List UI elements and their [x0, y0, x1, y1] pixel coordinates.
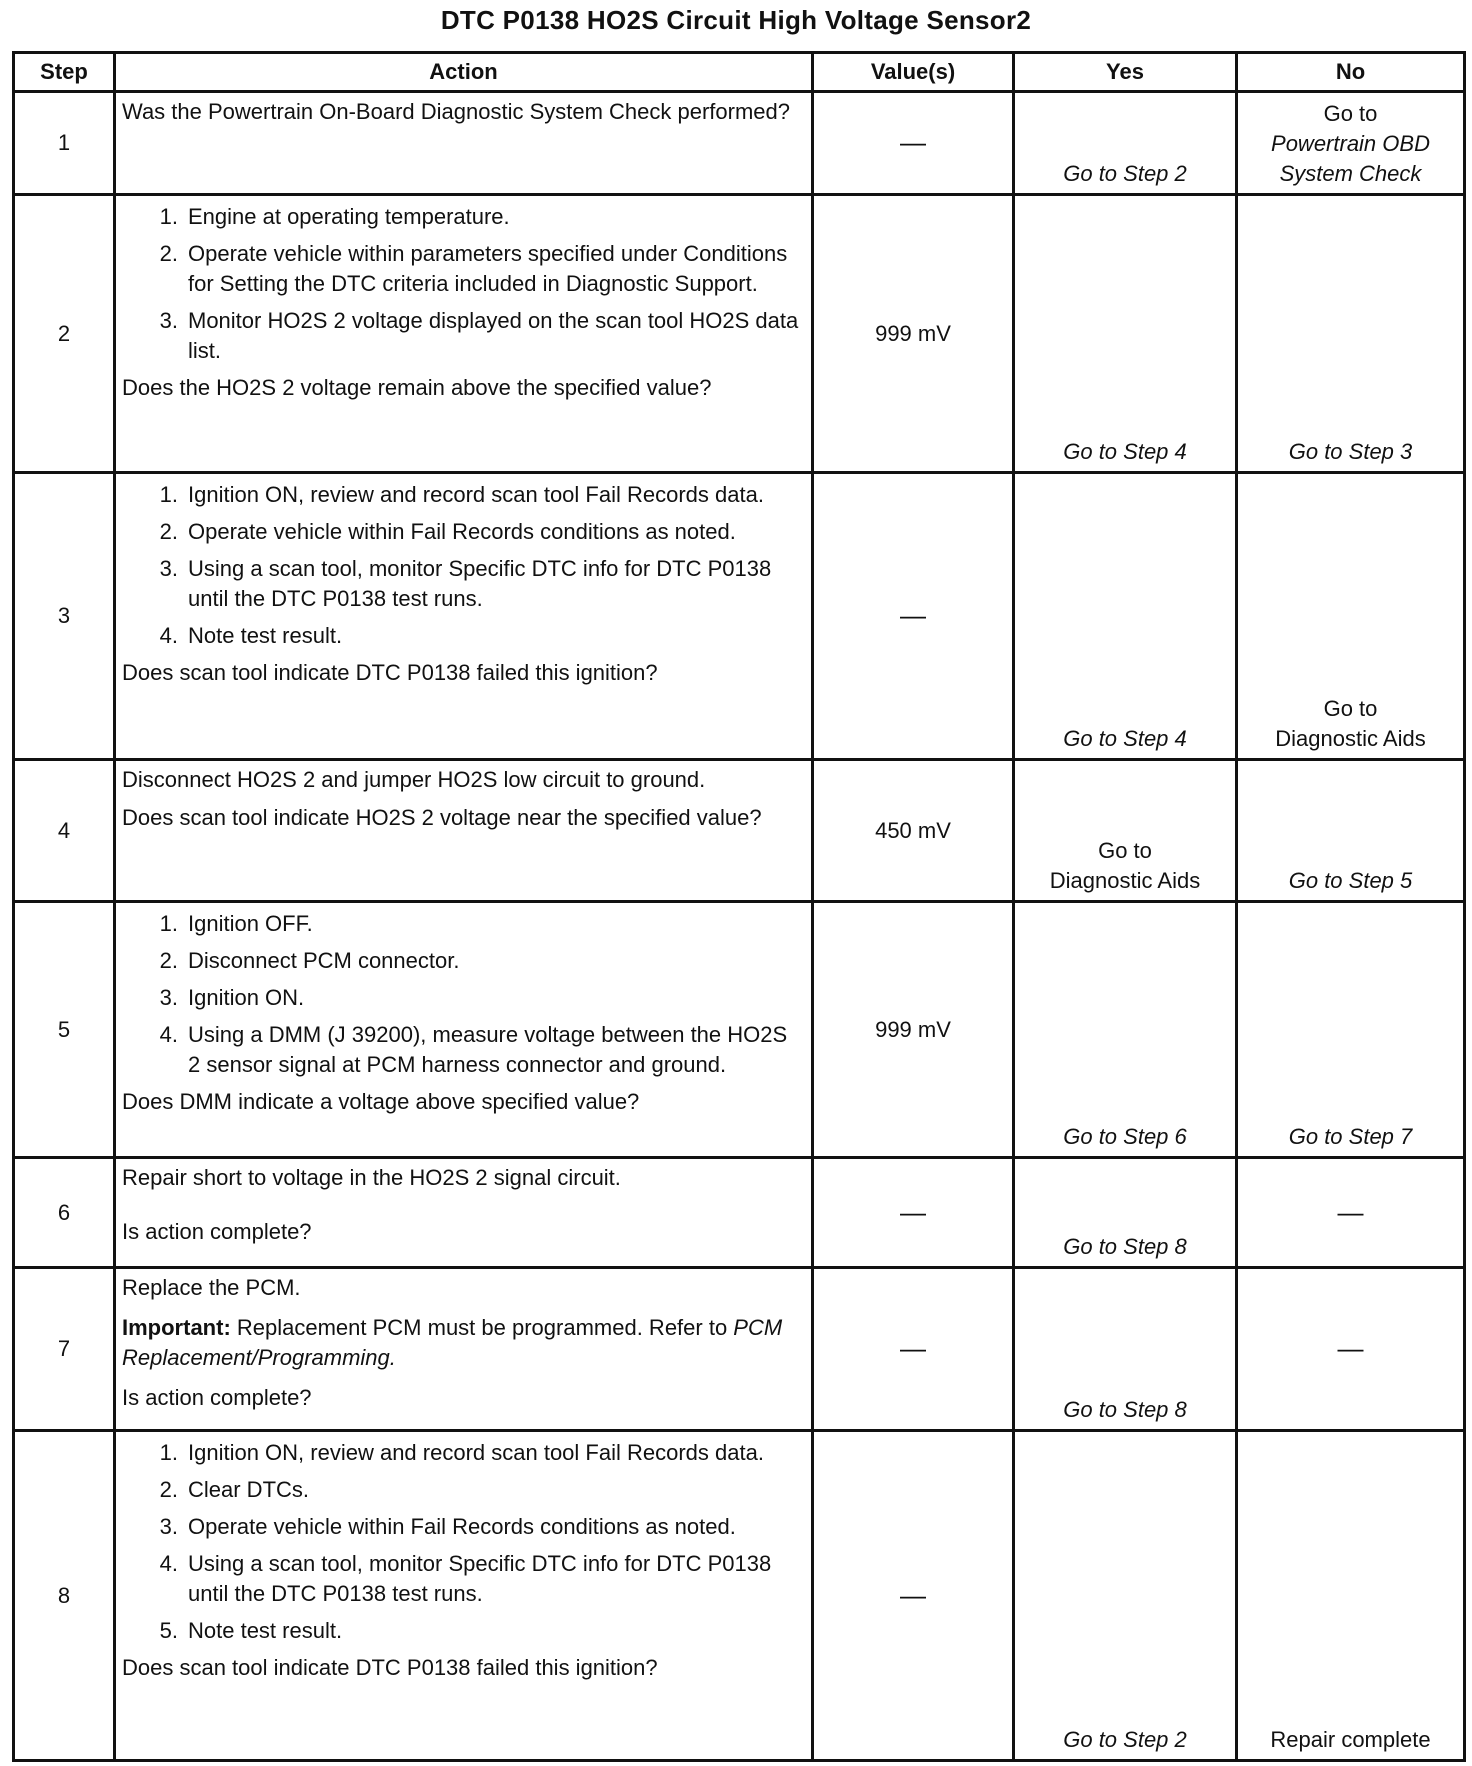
list-item: 2. Operate vehicle within Fail Records conditions as noted. — [159, 519, 736, 544]
list-item: 5. Note test result. — [159, 1618, 343, 1643]
value-cell — [813, 195, 1014, 473]
table-row — [14, 92, 1465, 195]
diagnostic-table — [12, 51, 1466, 1762]
action-cell — [115, 1431, 813, 1761]
list-item: 2. Disconnect PCM connector. — [159, 948, 460, 973]
page-title: DTC P0138 HO2S Circuit High Voltage Sensor2 — [440, 5, 1032, 35]
yes-cell — [1014, 760, 1237, 902]
list-item: 3. Operate vehicle within Fail Records conditions as noted. — [159, 1514, 736, 1539]
value-text: 999 mV — [875, 320, 951, 346]
yes-cell — [1014, 473, 1237, 760]
no-cell — [1237, 1431, 1465, 1761]
step-number: 6 — [14, 1158, 115, 1268]
action-cell — [115, 1268, 813, 1431]
step-number: 3 — [14, 473, 115, 760]
value-cell — [813, 1158, 1014, 1268]
value-cell — [813, 902, 1014, 1158]
action-text: Repair short to voltage in the HO2S 2 signal circuit. — [122, 1165, 621, 1190]
value-cell — [813, 473, 1014, 760]
action-cell — [115, 195, 813, 473]
no-text: Go to — [1323, 696, 1378, 721]
list-item: 3. Ignition ON. — [159, 985, 305, 1010]
yes-cell — [1014, 92, 1237, 195]
step-number: 5 — [14, 902, 115, 1158]
list-item: 4. Using a scan tool, monitor Specific DTC info for DTC P0138 until the DTC P0138 test runs. — [159, 1551, 772, 1606]
action-question: Is action complete? — [122, 1219, 312, 1244]
list-item: 1. Ignition ON, review and record scan tool Fail Records data. — [159, 1440, 764, 1465]
value-text: — — [900, 1333, 926, 1363]
action-text: Was the Powertrain On-Board Diagnostic System Check performed? — [122, 99, 791, 124]
yes-text: Go to Step 8 — [1063, 1397, 1187, 1422]
no-cell — [1237, 902, 1465, 1158]
yes-ref: Diagnostic Aids — [1049, 868, 1201, 893]
no-cell — [1237, 1158, 1465, 1268]
no-cell — [1237, 92, 1465, 195]
header-step: Step — [14, 53, 115, 92]
list-item: 2. Clear DTCs. — [159, 1477, 310, 1502]
no-text: Go to — [1323, 101, 1378, 126]
action-steps — [122, 909, 805, 1080]
header-no: No — [1237, 53, 1465, 92]
yes-text: Go to — [1098, 838, 1152, 863]
yes-text: Go to Step 4 — [1063, 726, 1187, 751]
no-text: Go to Step 7 — [1288, 1124, 1413, 1149]
no-cell — [1237, 1268, 1465, 1431]
yes-cell — [1014, 902, 1237, 1158]
yes-text: Go to Step 8 — [1063, 1234, 1187, 1259]
step-number: 7 — [14, 1268, 115, 1431]
important-text: Replacement PCM must be programmed. Refer to — [230, 1315, 734, 1340]
value-text: — — [900, 600, 926, 630]
list-item: 3. Monitor HO2S 2 voltage displayed on the scan tool HO2S data list. — [159, 308, 799, 363]
step-number: 2 — [14, 195, 115, 473]
list-item: 1. Ignition OFF. — [159, 911, 313, 936]
list-item: 1. Ignition ON, review and record scan tool Fail Records data. — [159, 482, 764, 507]
no-text: Go to Step 3 — [1288, 439, 1413, 464]
yes-text: Go to Step 2 — [1063, 1727, 1187, 1752]
table-row — [14, 760, 1465, 902]
action-steps — [122, 202, 805, 366]
action-steps — [122, 480, 805, 651]
action-question: Is action complete? — [122, 1385, 312, 1410]
no-ref: Diagnostic Aids — [1275, 726, 1426, 751]
list-item: 4. Using a DMM (J 39200), measure voltage between the HO2S 2 sensor signal at PCM harness connector and ground. — [159, 1022, 788, 1077]
action-text: Disconnect HO2S 2 and jumper HO2S low circuit to ground. — [122, 767, 706, 792]
table-row — [14, 473, 1465, 760]
no-text: Repair complete — [1270, 1727, 1431, 1752]
value-cell — [813, 92, 1014, 195]
table-header-row — [14, 53, 1465, 92]
yes-cell — [1014, 1158, 1237, 1268]
no-text: — — [1337, 1333, 1364, 1363]
important-label: Important: — [122, 1315, 231, 1340]
value-text: — — [900, 1196, 926, 1227]
list-item: 4. Note test result. — [159, 623, 343, 648]
table-row — [14, 1158, 1465, 1268]
value-text: 450 mV — [875, 817, 951, 843]
no-text: — — [1337, 1196, 1364, 1227]
important-ref: PCM Replacement/Programming. — [122, 1315, 783, 1370]
important-note — [122, 1313, 805, 1373]
list-item: 3. Using a scan tool, monitor Specific DTC info for DTC P0138 until the DTC P0138 test runs. — [159, 556, 772, 611]
action-question: Does scan tool indicate HO2S 2 voltage near the specified value? — [122, 805, 762, 830]
value-cell — [813, 760, 1014, 902]
header-action: Action — [115, 53, 813, 92]
action-cell — [115, 760, 813, 902]
table-row — [14, 1431, 1465, 1761]
no-cell — [1237, 760, 1465, 902]
table-row — [14, 195, 1465, 473]
action-question: Does the HO2S 2 voltage remain above the specified value? — [122, 375, 712, 400]
list-item: 1. Engine at operating temperature. — [159, 204, 510, 229]
yes-text: Go to Step 6 — [1063, 1124, 1187, 1149]
table-row — [14, 1268, 1465, 1431]
action-cell — [115, 92, 813, 195]
yes-cell — [1014, 195, 1237, 473]
action-cell — [115, 473, 813, 760]
value-text: — — [900, 127, 926, 157]
no-ref: Powertrain OBD System Check — [1271, 131, 1430, 186]
yes-cell — [1014, 1268, 1237, 1431]
value-cell — [813, 1431, 1014, 1761]
yes-cell — [1014, 1431, 1237, 1761]
no-text: Go to Step 5 — [1288, 868, 1413, 893]
yes-text: Go to Step 4 — [1063, 439, 1187, 464]
step-number: 1 — [14, 92, 115, 195]
header-yes: Yes — [1014, 53, 1237, 92]
action-text: Replace the PCM. — [122, 1275, 301, 1300]
step-number: 8 — [14, 1431, 115, 1761]
yes-text: Go to Step 2 — [1063, 161, 1187, 186]
action-cell — [115, 1158, 813, 1268]
action-question: Does scan tool indicate DTC P0138 failed this ignition? — [122, 660, 658, 685]
no-cell — [1237, 195, 1465, 473]
value-text: — — [900, 1579, 926, 1610]
action-steps — [122, 1438, 805, 1646]
action-question: Does DMM indicate a voltage above specified value? — [122, 1089, 640, 1114]
header-values: Value(s) — [813, 53, 1014, 92]
list-item: 2. Operate vehicle within parameters specified under Conditions for Setting the DTC criteria included in Diagnostic Support. — [159, 241, 788, 296]
table-row — [14, 902, 1465, 1158]
action-cell — [115, 902, 813, 1158]
value-text: 999 mV — [875, 1016, 951, 1042]
value-cell — [813, 1268, 1014, 1431]
no-cell — [1237, 473, 1465, 760]
action-question: Does scan tool indicate DTC P0138 failed this ignition? — [122, 1655, 658, 1680]
step-number: 4 — [14, 760, 115, 902]
